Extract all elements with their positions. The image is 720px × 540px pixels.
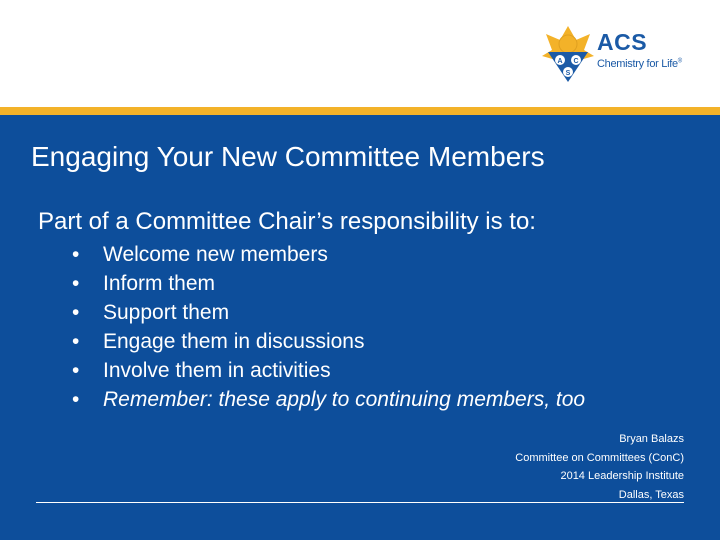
- presenter-credits: [515, 430, 684, 504]
- presenter-name: Bryan Balazs: [619, 433, 684, 445]
- bullet-text: Engage them in discussions: [103, 330, 365, 353]
- logo-wordmark: ACS: [597, 29, 648, 55]
- presenter-location: Dallas, Texas: [618, 488, 684, 501]
- emblem-letter-a: A: [557, 58, 563, 65]
- bullet-text: Inform them: [103, 272, 216, 295]
- bullet-icon: •: [72, 272, 80, 295]
- emblem-letter-s: S: [565, 70, 571, 77]
- footer-divider: [36, 502, 684, 503]
- bullet-icon: •: [72, 359, 80, 382]
- bullet-icon: •: [72, 301, 80, 324]
- bullet-text: Support them: [103, 301, 230, 324]
- bullet-text: Welcome new members: [103, 243, 328, 266]
- bullet-icon: •: [72, 388, 80, 411]
- slide-subtitle: Part of a Committee Chair’s responsibility is to:: [38, 208, 536, 235]
- bullet-text: Involve them in activities: [103, 359, 331, 382]
- bullet-text: Remember: these apply to continuing members, too: [103, 388, 586, 411]
- emblem-letter-c: C: [573, 58, 579, 65]
- bullet-icon: •: [72, 243, 80, 266]
- acs-logo: [540, 22, 700, 84]
- slide-title: Engaging Your New Committee Members: [31, 141, 545, 172]
- logo-tagline-text: Chemistry for Life: [597, 58, 678, 70]
- presenter-event: 2014 Leadership Institute: [560, 470, 684, 482]
- acs-emblem-icon: [540, 22, 596, 84]
- gold-accent-band: [0, 107, 720, 115]
- bullet-icon: •: [72, 330, 80, 353]
- registered-mark: ®: [677, 58, 682, 65]
- presenter-committee: Committee on Committees (ConC): [515, 451, 684, 464]
- logo-tagline: [597, 58, 682, 70]
